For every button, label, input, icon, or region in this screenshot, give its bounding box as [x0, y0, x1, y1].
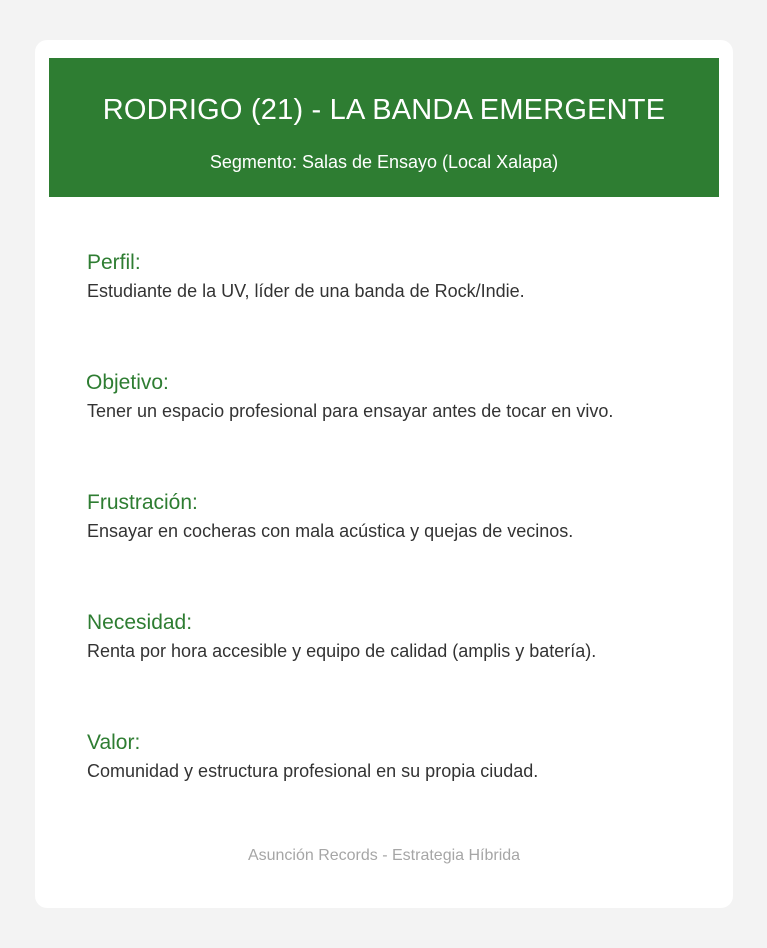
section-text: Estudiante de la UV, líder de una banda de Rock/Indie.	[87, 281, 525, 301]
section-text: Comunidad y estructura profesional en su propia ciudad.	[87, 761, 539, 781]
section-text: Ensayar en cocheras con mala acústica y quejas de vecinos.	[87, 521, 574, 541]
section-label: Necesidad:	[87, 611, 193, 634]
section-perfil	[87, 250, 707, 303]
persona-segment: Segmento: Salas de Ensayo (Local Xalapa)	[209, 152, 559, 172]
footer-credit: Asunción Records - Estrategia Híbrida	[247, 847, 521, 864]
section-necesidad	[87, 610, 707, 663]
section-text: Tener un espacio profesional para ensayar antes de tocar en vivo.	[87, 401, 614, 421]
section-objetivo	[86, 370, 706, 423]
section-valor	[87, 730, 707, 783]
section-label: Objetivo:	[86, 371, 169, 394]
persona-header	[49, 58, 719, 197]
section-label: Valor:	[87, 731, 141, 754]
section-label: Frustración:	[87, 491, 198, 514]
section-text: Renta por hora accesible y equipo de calidad (amplis y batería).	[87, 641, 597, 661]
persona-title: RODRIGO (21) - LA BANDA EMERGENTE	[102, 94, 666, 126]
persona-card	[35, 40, 733, 908]
section-frustracion	[87, 490, 707, 543]
section-label: Perfil:	[87, 251, 141, 274]
